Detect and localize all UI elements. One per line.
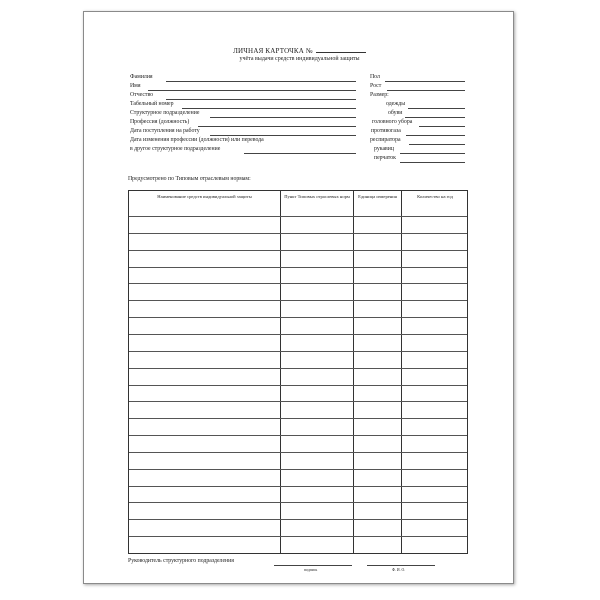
field-label-surname: Фамилия (130, 74, 153, 80)
field-label-employee-number: Табельный номер (130, 101, 174, 107)
field-label-size: Размер: (370, 92, 389, 98)
table-row (129, 351, 467, 352)
table-row (129, 502, 467, 503)
footer-signature-line (274, 565, 352, 566)
field-line-height (387, 90, 465, 91)
table-row (129, 233, 467, 234)
field-line-patronymic (166, 99, 356, 100)
field-label-hire-date: Дата поступления на работу (130, 128, 200, 134)
field-line-position (198, 126, 356, 127)
table-row (129, 469, 467, 470)
table-header-annual-qty: Количество на год (417, 194, 453, 199)
table-header-item: Наименование средств индивидуальной защиты (157, 194, 252, 199)
table-row (129, 418, 467, 419)
field-label-size-clothing: одежды (386, 101, 406, 107)
field-label-transfer: в другое структурное подразделение (130, 146, 221, 152)
field-label-position: Профессия (должность) (130, 119, 190, 125)
field-label-size-shoes: обуви (388, 110, 403, 116)
table-header-unit: Единица измерения (358, 194, 397, 199)
field-line-size-mittens (400, 153, 465, 154)
field-label-size-gloves: перчаток (374, 155, 396, 161)
field-label-size-respirator: респиратора (370, 137, 401, 143)
field-label-size-headwear: головного убора (372, 119, 413, 125)
field-line-size-gloves (400, 162, 465, 163)
field-label-patronymic: Отчество (130, 92, 154, 98)
footer-head-label: Руководитель структурного подразделения (128, 558, 234, 564)
footer-name-line (367, 565, 435, 566)
field-label-department: Структурное подразделение (130, 110, 200, 116)
field-label-change-date: Дата изменения профессии (должности) или перевода (130, 137, 264, 143)
field-line-size-shoes (405, 117, 465, 118)
table-col-divider (353, 191, 354, 553)
field-label-height: Рост (370, 83, 382, 89)
field-line-size-headwear (419, 126, 465, 127)
form-sheet (83, 11, 514, 584)
field-label-name: Имя (130, 83, 141, 89)
norms-caption: Предусмотрено по Типовым отраслевым нормам: (128, 176, 251, 182)
card-subtitle: учёта выдачи средств индивидуальной защиты (239, 56, 360, 62)
table-row (129, 267, 467, 268)
table-row (129, 300, 467, 301)
field-label-size-gasmask: противогаза (371, 128, 401, 134)
field-line-size-gasmask (406, 135, 465, 136)
table-row (129, 334, 467, 335)
table-row (129, 216, 467, 217)
table-row (129, 486, 467, 487)
card-title (84, 46, 515, 55)
field-line-department (210, 117, 356, 118)
table-row (129, 317, 467, 318)
card-title-text: ЛИЧНАЯ КАРТОЧКА № (233, 47, 313, 55)
field-line-surname (166, 81, 356, 82)
table-row (129, 283, 467, 284)
card-number-blank (316, 46, 366, 53)
table-row (129, 401, 467, 402)
table-row (129, 250, 467, 251)
field-line-employee-number (182, 108, 356, 109)
table-row (129, 519, 467, 520)
footer-signature-caption: подпись (304, 568, 318, 572)
table-row (129, 536, 467, 537)
field-line-size-clothing (408, 108, 465, 109)
field-label-size-mittens: рукавиц (374, 146, 394, 152)
field-line-gender (385, 81, 465, 82)
table-row (129, 368, 467, 369)
table-header-norm-clause: Пункт Типовых отраслевых норм (284, 194, 350, 199)
table-col-divider (280, 191, 281, 553)
field-line-transfer (244, 153, 356, 154)
table-row (129, 435, 467, 436)
table-row (129, 385, 467, 386)
table-row (129, 452, 467, 453)
field-line-name (148, 90, 356, 91)
table-col-divider (401, 191, 402, 553)
field-label-gender: Пол (370, 74, 380, 80)
field-line-hire-date (210, 135, 356, 136)
ppe-table (128, 190, 468, 554)
field-line-size-respirator (409, 144, 465, 145)
footer-name-caption: Ф. И. О. (392, 568, 406, 572)
